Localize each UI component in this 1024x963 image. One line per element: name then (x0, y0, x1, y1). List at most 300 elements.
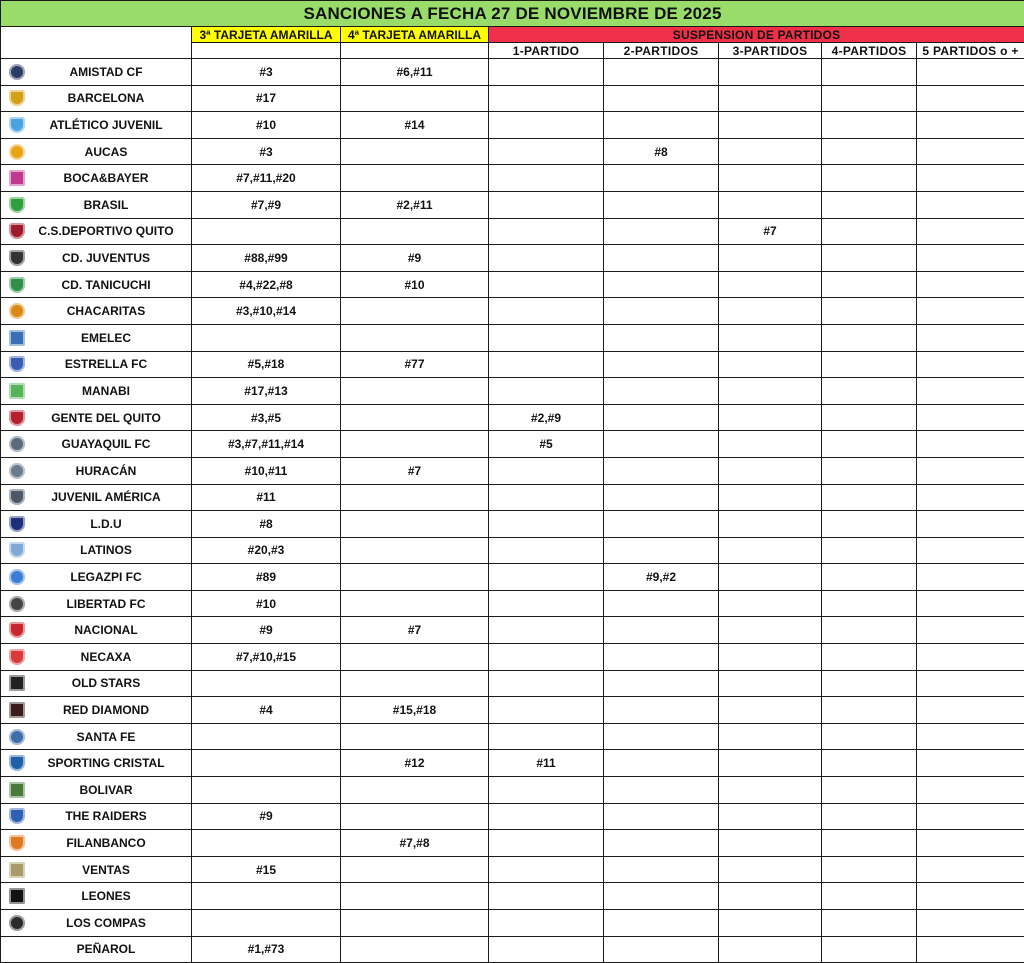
four-matches-cell (822, 431, 917, 458)
three-matches-cell (719, 457, 822, 484)
team-cell (1, 803, 192, 830)
five-plus-matches-cell (917, 378, 1024, 405)
table-row (1, 218, 1024, 245)
three-matches-cell (719, 378, 822, 405)
barcelona-logo-icon (9, 90, 25, 106)
one-match-cell (489, 777, 604, 804)
three-matches-cell (719, 484, 822, 511)
three-matches-cell (719, 537, 822, 564)
fourth-yellow-cell: #77 (341, 351, 489, 378)
two-matches-cell (604, 404, 719, 431)
third-yellow-cell: #20,#3 (192, 537, 341, 564)
four-matches-cell (822, 910, 917, 937)
four-matches-cell (822, 936, 917, 963)
four-matches-cell (822, 85, 917, 112)
team-name: RED DIAMOND (63, 703, 149, 718)
fourth-yellow-cell (341, 803, 489, 830)
four-matches-cell (822, 138, 917, 165)
team-name: BARCELONA (67, 91, 145, 106)
team-name: CD. JUVENTUS (61, 250, 150, 265)
fourth-yellow-cell (341, 537, 489, 564)
third-yellow-cell: #4,#22,#8 (192, 271, 341, 298)
five-plus-matches-cell (917, 777, 1024, 804)
table-row (1, 910, 1024, 937)
five-plus-matches-cell (917, 85, 1024, 112)
four-matches-cell (822, 59, 917, 86)
third-yellow-cell (192, 883, 341, 910)
one-match-cell (489, 85, 604, 112)
one-match-cell (489, 298, 604, 325)
four-matches-cell (822, 218, 917, 245)
fourth-yellow-cell: #7,#8 (341, 830, 489, 857)
team-name: THE RAIDERS (65, 809, 147, 824)
four-matches-cell (822, 803, 917, 830)
four-matches-cell (822, 378, 917, 405)
four-matches-cell (822, 298, 917, 325)
team-cell (1, 856, 192, 883)
five-plus-matches-cell (917, 271, 1024, 298)
the-raiders-logo-icon (9, 808, 25, 824)
suspension-header: SUSPENSION DE PARTIDOS (489, 27, 1024, 43)
team-name: EMELEC (80, 330, 131, 345)
third-yellow-cell: #11 (192, 484, 341, 511)
third-yellow-cell: #10,#11 (192, 457, 341, 484)
three-matches-cell (719, 670, 822, 697)
fourth-yellow-cell (341, 484, 489, 511)
four-matches-cell (822, 723, 917, 750)
team-name: OLD STARS (71, 676, 141, 691)
three-matches-cell (719, 856, 822, 883)
filanbanco-logo-icon (9, 835, 25, 851)
five-plus-matches-cell (917, 165, 1024, 192)
two-matches-cell (604, 830, 719, 857)
third-yellow-cell: #9 (192, 803, 341, 830)
third-yellow-header: 3ª TARJETA AMARILLA (192, 27, 341, 43)
two-matches-cell (604, 883, 719, 910)
three-matches-cell (719, 564, 822, 591)
three-matches-cell (719, 138, 822, 165)
five-plus-matches-cell (917, 617, 1024, 644)
team-name: AMISTAD CF (69, 64, 143, 79)
fourth-yellow-cell: #14 (341, 112, 489, 139)
three-matches-cell (719, 404, 822, 431)
five-plus-matches-cell (917, 404, 1024, 431)
third-yellow-cell (192, 830, 341, 857)
fourth-yellow-subheader (341, 43, 489, 59)
one-match-cell (489, 245, 604, 272)
team-cell (1, 670, 192, 697)
team-cell (1, 511, 192, 538)
two-matches-cell (604, 378, 719, 405)
third-yellow-cell: #3 (192, 138, 341, 165)
three-matches-cell (719, 59, 822, 86)
third-yellow-cell: #7,#9 (192, 191, 341, 218)
five-plus-matches-cell (917, 351, 1024, 378)
fourth-yellow-cell: #7 (341, 457, 489, 484)
team-name: BOLIVAR (79, 782, 133, 797)
two-matches-cell (604, 245, 719, 272)
third-yellow-cell: #3,#5 (192, 404, 341, 431)
two-matches-cell (604, 590, 719, 617)
team-name: LIBERTAD FC (66, 596, 146, 611)
third-yellow-cell: #17,#13 (192, 378, 341, 405)
one-match-cell (489, 670, 604, 697)
five-plus-matches-cell (917, 883, 1024, 910)
nacional-logo-icon (9, 622, 25, 638)
one-match-cell: #5 (489, 431, 604, 458)
table-row (1, 723, 1024, 750)
four-matches-cell (822, 537, 917, 564)
four-matches-cell (822, 644, 917, 671)
fourth-yellow-cell: #6,#11 (341, 59, 489, 86)
five-plus-matches-cell (917, 723, 1024, 750)
five-plus-matches-cell (917, 59, 1024, 86)
third-yellow-cell (192, 750, 341, 777)
two-matches-cell (604, 112, 719, 139)
one-match-cell (489, 564, 604, 591)
two-matches-cell: #8 (604, 138, 719, 165)
two-matches-cell (604, 803, 719, 830)
necaxa-logo-icon (9, 649, 25, 665)
two-matches-cell (604, 218, 719, 245)
fourth-yellow-cell: #9 (341, 245, 489, 272)
fourth-yellow-cell (341, 936, 489, 963)
one-match-header: 1-PARTIDO (489, 43, 604, 59)
two-matches-header: 2-PARTIDOS (604, 43, 719, 59)
team-cell (1, 59, 192, 86)
team-name: NECAXA (80, 649, 132, 664)
third-yellow-cell: #4 (192, 697, 341, 724)
one-match-cell (489, 590, 604, 617)
fourth-yellow-cell: #2,#11 (341, 191, 489, 218)
table-row (1, 590, 1024, 617)
fourth-yellow-cell (341, 644, 489, 671)
third-yellow-cell: #88,#99 (192, 245, 341, 272)
third-yellow-cell: #8 (192, 511, 341, 538)
four-matches-cell (822, 324, 917, 351)
three-matches-cell (719, 883, 822, 910)
team-name: BRASIL (83, 197, 129, 212)
three-matches-cell (719, 617, 822, 644)
table-row (1, 856, 1024, 883)
one-match-cell (489, 617, 604, 644)
fourth-yellow-cell (341, 378, 489, 405)
four-matches-cell (822, 564, 917, 591)
gente-del-quito-logo-icon (9, 410, 25, 426)
three-matches-cell (719, 910, 822, 937)
three-matches-cell (719, 112, 822, 139)
five-plus-matches-cell (917, 112, 1024, 139)
fourth-yellow-cell (341, 404, 489, 431)
four-matches-cell (822, 617, 917, 644)
team-name: LATINOS (80, 543, 132, 558)
five-plus-matches-cell (917, 564, 1024, 591)
three-matches-cell: #7 (719, 218, 822, 245)
fourth-yellow-cell (341, 511, 489, 538)
one-match-cell (489, 511, 604, 538)
two-matches-cell (604, 936, 719, 963)
three-matches-cell (719, 697, 822, 724)
five-plus-matches-cell (917, 431, 1024, 458)
five-plus-matches-cell (917, 590, 1024, 617)
three-matches-cell (719, 590, 822, 617)
team-cell (1, 590, 192, 617)
team-cell (1, 777, 192, 804)
four-matches-cell (822, 191, 917, 218)
five-plus-matches-header: 5 PARTIDOS o + (917, 43, 1024, 59)
team-column-header (1, 27, 192, 59)
three-matches-cell (719, 777, 822, 804)
guayaquil-logo-icon (9, 436, 25, 452)
five-plus-matches-cell (917, 803, 1024, 830)
two-matches-cell (604, 511, 719, 538)
fourth-yellow-cell (341, 218, 489, 245)
team-name: ATLÉTICO JUVENIL (49, 117, 163, 132)
table-row (1, 271, 1024, 298)
one-match-cell (489, 324, 604, 351)
five-plus-matches-cell (917, 457, 1024, 484)
three-matches-cell (719, 191, 822, 218)
one-match-cell (489, 165, 604, 192)
two-matches-cell (604, 351, 719, 378)
three-matches-cell (719, 644, 822, 671)
third-yellow-cell: #10 (192, 112, 341, 139)
five-plus-matches-cell (917, 324, 1024, 351)
team-cell (1, 537, 192, 564)
team-cell (1, 112, 192, 139)
four-matches-cell (822, 883, 917, 910)
five-plus-matches-cell (917, 697, 1024, 724)
two-matches-cell (604, 165, 719, 192)
third-yellow-cell (192, 723, 341, 750)
third-yellow-cell: #17 (192, 85, 341, 112)
five-plus-matches-cell (917, 191, 1024, 218)
team-cell (1, 351, 192, 378)
two-matches-cell (604, 271, 719, 298)
third-yellow-cell: #9 (192, 617, 341, 644)
manabi-logo-icon (9, 383, 25, 399)
table-row (1, 138, 1024, 165)
fourth-yellow-cell (341, 165, 489, 192)
third-yellow-cell: #1,#73 (192, 936, 341, 963)
table-row (1, 670, 1024, 697)
one-match-cell (489, 271, 604, 298)
two-matches-cell (604, 191, 719, 218)
fourth-yellow-cell (341, 910, 489, 937)
one-match-cell (489, 830, 604, 857)
table-row (1, 644, 1024, 671)
fourth-yellow-cell (341, 590, 489, 617)
one-match-cell (489, 378, 604, 405)
fourth-yellow-cell (341, 564, 489, 591)
team-name: LEONES (81, 889, 131, 904)
one-match-cell (489, 537, 604, 564)
two-matches-cell (604, 644, 719, 671)
team-cell (1, 378, 192, 405)
team-name: HURACÁN (75, 463, 137, 478)
estrella-logo-icon (9, 356, 25, 372)
fourth-yellow-cell (341, 431, 489, 458)
four-matches-cell (822, 351, 917, 378)
team-name: GENTE DEL QUITO (51, 410, 161, 425)
one-match-cell (489, 910, 604, 937)
one-match-cell: #11 (489, 750, 604, 777)
third-yellow-subheader (192, 43, 341, 59)
table-row (1, 777, 1024, 804)
two-matches-cell (604, 750, 719, 777)
table-row (1, 112, 1024, 139)
table-row (1, 457, 1024, 484)
two-matches-cell (604, 856, 719, 883)
team-name: SANTA FE (76, 729, 136, 744)
third-yellow-cell: #7,#11,#20 (192, 165, 341, 192)
red-diamond-logo-icon (9, 702, 25, 718)
four-matches-cell (822, 670, 917, 697)
four-matches-cell (822, 271, 917, 298)
team-name: C.S.DEPORTIVO QUITO (38, 224, 174, 239)
two-matches-cell: #9,#2 (604, 564, 719, 591)
table-row (1, 484, 1024, 511)
team-name: AUCAS (84, 144, 128, 159)
four-matches-cell (822, 750, 917, 777)
huracan-logo-icon (9, 463, 25, 479)
one-match-cell (489, 191, 604, 218)
sporting-cristal-logo-icon (9, 755, 25, 771)
four-matches-header: 4-PARTIDOS (822, 43, 917, 59)
four-matches-cell (822, 484, 917, 511)
team-cell (1, 404, 192, 431)
table-row (1, 165, 1024, 192)
five-plus-matches-cell (917, 670, 1024, 697)
fourth-yellow-header: 4ª TARJETA AMARILLA (341, 27, 489, 43)
one-match-cell (489, 644, 604, 671)
team-cell (1, 138, 192, 165)
five-plus-matches-cell (917, 856, 1024, 883)
one-match-cell (489, 803, 604, 830)
three-matches-cell (719, 298, 822, 325)
table-row (1, 59, 1024, 86)
libertad-logo-icon (9, 596, 25, 612)
two-matches-cell (604, 617, 719, 644)
three-matches-cell (719, 830, 822, 857)
empty-logo-slot (9, 941, 25, 957)
table-row (1, 883, 1024, 910)
team-cell (1, 218, 192, 245)
fourth-yellow-cell: #7 (341, 617, 489, 644)
one-match-cell (489, 856, 604, 883)
four-matches-cell (822, 856, 917, 883)
two-matches-cell (604, 537, 719, 564)
fourth-yellow-cell: #12 (341, 750, 489, 777)
three-matches-cell (719, 165, 822, 192)
third-yellow-cell: #10 (192, 590, 341, 617)
table-row (1, 324, 1024, 351)
ventas-logo-icon (9, 862, 25, 878)
team-cell (1, 936, 192, 963)
santa-fe-logo-icon (9, 729, 25, 745)
leones-logo-icon (9, 888, 25, 904)
five-plus-matches-cell (917, 511, 1024, 538)
third-yellow-cell: #3,#10,#14 (192, 298, 341, 325)
three-matches-cell (719, 936, 822, 963)
third-yellow-cell: #7,#10,#15 (192, 644, 341, 671)
team-name: PEÑAROL (76, 942, 136, 957)
team-name: SPORTING CRISTAL (47, 756, 165, 771)
four-matches-cell (822, 165, 917, 192)
team-cell (1, 271, 192, 298)
team-cell (1, 723, 192, 750)
team-cell (1, 165, 192, 192)
two-matches-cell (604, 910, 719, 937)
table-row (1, 511, 1024, 538)
table-row (1, 298, 1024, 325)
team-cell (1, 830, 192, 857)
sheet-title: SANCIONES A FECHA 27 DE NOVIEMBRE DE 2025 (1, 1, 1024, 27)
third-yellow-cell (192, 218, 341, 245)
five-plus-matches-cell (917, 910, 1024, 937)
legazpi-logo-icon (9, 569, 25, 585)
chacaritas-logo-icon (9, 303, 25, 319)
fourth-yellow-cell (341, 856, 489, 883)
table-row (1, 404, 1024, 431)
four-matches-cell (822, 112, 917, 139)
fourth-yellow-cell (341, 298, 489, 325)
table-row (1, 431, 1024, 458)
third-yellow-cell: #5,#18 (192, 351, 341, 378)
deportivo-quito-logo-icon (9, 223, 25, 239)
third-yellow-cell (192, 670, 341, 697)
two-matches-cell (604, 457, 719, 484)
one-match-cell (489, 351, 604, 378)
one-match-cell (489, 218, 604, 245)
table-row (1, 85, 1024, 112)
team-name: LOS COMPAS (66, 915, 146, 930)
one-match-cell (489, 138, 604, 165)
brasil-logo-icon (9, 197, 25, 213)
four-matches-cell (822, 697, 917, 724)
one-match-cell (489, 112, 604, 139)
team-name: ESTRELLA FC (64, 357, 148, 372)
five-plus-matches-cell (917, 245, 1024, 272)
one-match-cell (489, 484, 604, 511)
table-row (1, 191, 1024, 218)
one-match-cell (489, 59, 604, 86)
team-name: NACIONAL (74, 623, 138, 638)
five-plus-matches-cell (917, 750, 1024, 777)
two-matches-cell (604, 431, 719, 458)
three-matches-cell (719, 245, 822, 272)
fourth-yellow-cell (341, 670, 489, 697)
team-cell (1, 324, 192, 351)
team-name: LEGAZPI FC (70, 570, 142, 585)
team-cell (1, 457, 192, 484)
team-cell (1, 644, 192, 671)
team-cell (1, 191, 192, 218)
fourth-yellow-cell (341, 883, 489, 910)
team-cell (1, 484, 192, 511)
ldu-logo-icon (9, 516, 25, 532)
emelec-logo-icon (9, 330, 25, 346)
team-cell (1, 431, 192, 458)
four-matches-cell (822, 590, 917, 617)
bolivar-logo-icon (9, 782, 25, 798)
table-row (1, 378, 1024, 405)
three-matches-cell (719, 271, 822, 298)
team-name: CD. TANICUCHI (61, 277, 151, 292)
fourth-yellow-cell (341, 324, 489, 351)
three-matches-header: 3-PARTIDOS (719, 43, 822, 59)
two-matches-cell (604, 484, 719, 511)
